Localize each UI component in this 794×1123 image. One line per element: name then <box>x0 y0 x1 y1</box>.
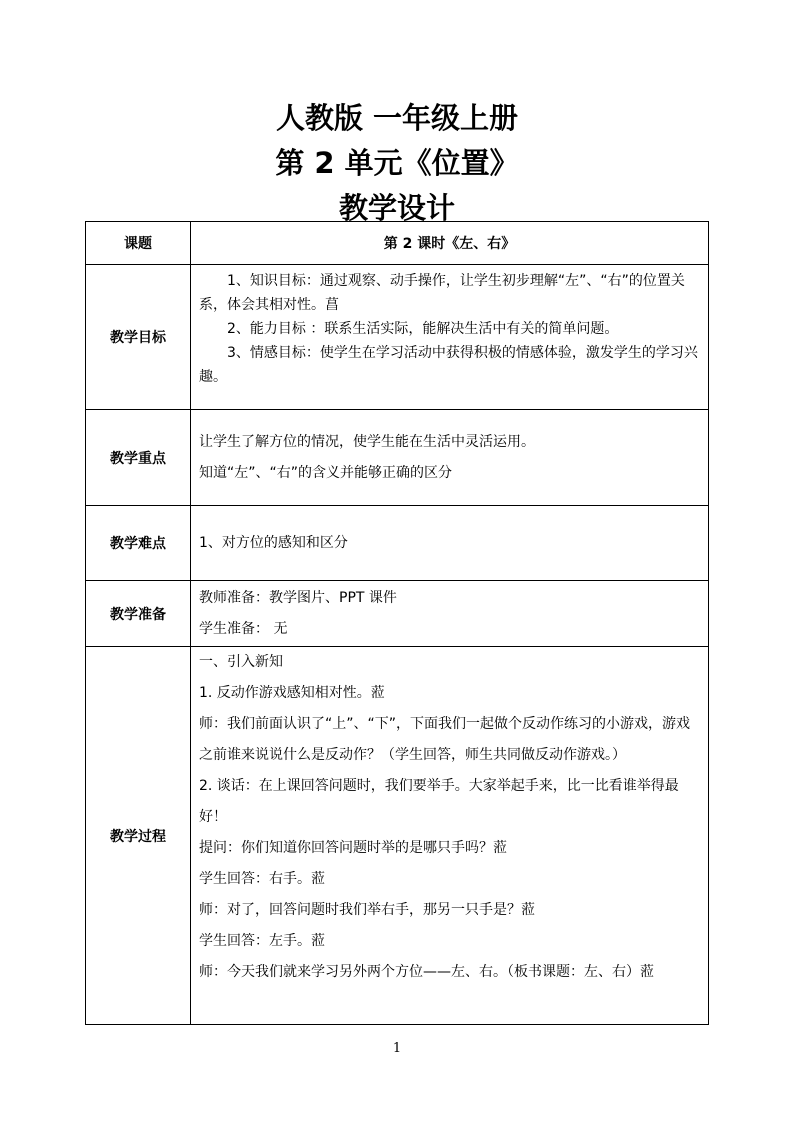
preparation-row <box>86 581 709 647</box>
student-answer-1: 学生回答：右手。蒞 <box>199 871 325 887</box>
teacher-line-1: 师：我们前面认识了“上”、“下”，下面我们一起做个反动作练习的小游戏，游戏之前谁来说说什么是反动作？（学生回答，师生共同做反动作游戏。） <box>199 716 691 763</box>
key-points-content <box>191 410 709 506</box>
key-point-2: 知道“左”、“右”的含义并能够正确的区分 <box>199 464 453 481</box>
process-row <box>86 647 709 1025</box>
topic-label: 课题 <box>86 222 191 265</box>
title-line-2: 第 2 单元《位置》 <box>275 146 519 180</box>
key-points-row <box>86 410 709 506</box>
difficulties-label: 教学难点 <box>86 506 191 581</box>
process-section-heading: 一、引入新知 <box>199 654 283 670</box>
topic-row <box>86 222 709 265</box>
process-content <box>191 647 709 1025</box>
difficulty-1: 1、对方位的感知和区分 <box>199 534 348 551</box>
preparation-content <box>191 581 709 647</box>
teacher-line-3: 师：今天我们就来学习另外两个方位——左、右。（板书课题：左、右）蒞 <box>199 964 654 980</box>
teacher-preparation: 教师准备：教学图片、PPT 课件 <box>199 589 397 606</box>
preparation-label: 教学准备 <box>86 581 191 647</box>
question-line: 提问：你们知道你回答问题时举的是哪只手吗？蒞 <box>199 840 507 856</box>
key-points-label: 教学重点 <box>86 410 191 506</box>
goal-emotion: 3、情感目标：使学生在学习活动中获得积极的情感体验，激发学生的学习兴趣。 <box>199 345 698 385</box>
student-preparation: 学生准备： 无 <box>199 620 288 637</box>
topic-value: 第 2 课时《左、右》 <box>191 222 709 265</box>
page-number: 1 <box>392 1041 402 1056</box>
goal-knowledge: 1、知识目标：通过观察、动手操作，让学生初步理解“左”、“右”的位置关系，体会其相对性。菖 <box>199 273 685 313</box>
title-line-3: 教学设计 <box>338 191 455 225</box>
key-point-1: 让学生了解方位的情况，使学生能在生活中灵活运用。 <box>199 433 535 450</box>
goal-ability: 2、能力目标 ：联系生活实际，能解决生活中有关的简单问题。 <box>227 321 619 337</box>
process-step-2: 2. 谈话：在上课回答问题时，我们要举手。大家举起手来，比一比看谁举得最好！ <box>199 778 679 825</box>
student-answer-2: 学生回答：左手。蒞 <box>199 933 325 949</box>
goals-label: 教学目标 <box>86 265 191 410</box>
goals-content <box>191 265 709 410</box>
process-label: 教学过程 <box>86 647 191 1025</box>
title-line-1: 人教版 一年级上册 <box>275 101 519 135</box>
goals-row <box>86 265 709 410</box>
difficulties-row <box>86 506 709 581</box>
teacher-line-2: 师：对了，回答问题时我们举右手，那另一只手是？蒞 <box>199 902 535 918</box>
lesson-plan-table <box>85 221 709 1025</box>
process-step-1: 1. 反动作游戏感知相对性。蒞 <box>199 685 385 701</box>
difficulties-content <box>191 506 709 581</box>
